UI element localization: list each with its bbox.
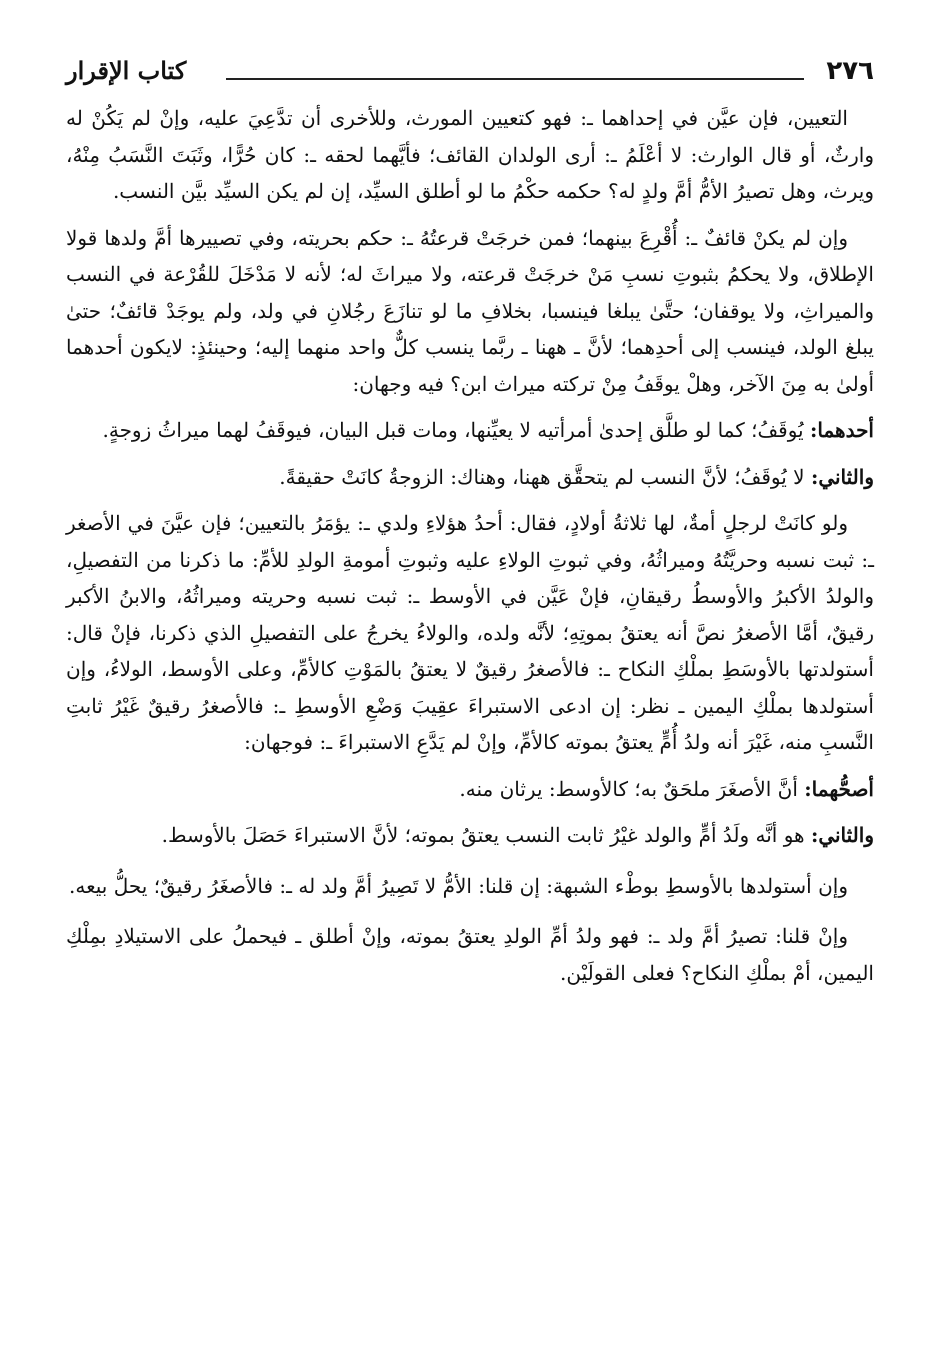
paragraph-text: لا يُوقَفُ؛ لأنَّ النسب لم يتحقَّق ههنا، وهناك: الزوجةُ كانَتْ حقيقةً. [279,464,811,489]
paragraph [66,412,874,449]
paragraph-text: وإن أستولدها بالأوسطِ بوطْء الشبهة: إن قلنا: الأمُّ لا تَصِيرُ أمَّ ولد له ـ: فالأصغَرُ رقيقٌ؛ يحلُّ بيعه. [69,873,848,898]
book-title: كتاب الإقرار [66,56,187,85]
paragraph-label: أصحُّهما: [804,776,874,801]
paragraph-text: وإنْ قلنا: تصيرُ أمَّ ولد ـ: فهو ولدُ أمِّ الولدِ يعتقُ بموته، وإنْ أطلق ـ فيحملُ على الاستيلادِ بمِلْكِ اليمين، أمْ بملْكِ النكاح؟ فعلى القولَيْن. [66,924,874,985]
paragraph-label: أحدهما: [809,418,874,442]
paragraph-text: يُوقَفُ؛ كما لو طلَّق إحدىٰ أمرأتيه لا يعيِّنها، ومات قبل البيان، فيوقَفُ لهما ميراثُ زوجةٍ. [102,418,810,442]
paragraph-label: والثاني: [810,823,874,847]
paragraph [66,459,874,496]
paragraph [66,505,874,761]
paragraph [66,220,874,403]
paragraph-text: هو أنَّه ولَدُ أمٍّ والولد غيْرُ ثابت النسب يعتقُ بموته؛ لأنَّ الاستبراءَ حَصَلَ بالأوسط. [161,823,811,847]
paragraph-text: التعيين، فإن عيَّن في إحداهما ـ: فهو كتعيين المورث، وللأخرى أن تدَّعِيَ عليه، وإنْ لم يَكُنْ له وارثٌ، أو قال الوارث: لا أعْلَمُ ـ: أرى الولدان القائف؛ فأيَّهما لحقه ـ: كان حُرًّا، وثَبَتَ النَّسَبُ مِنْهُ، ويرث، وهل تصيرُ الأمُّ أمَّ ولدٍ له؟ حكمه حكْمُ ما لو أطلق السيِّد، إن لم يكن السيِّد بيَّن النسب. [66,106,874,203]
paragraph-text: ولو كانَتْ لرجلٍ أمةٌ، لها ثلاثةُ أولادٍ، فقال: أحدُ هؤلاءِ ولدي ـ: يؤمَرُ بالتعيين؛ فإن عيَّنَ في الأصغر ـ: ثبت نسبه وحريَّتُهُ وميراثُهُ، وفي ثبوتِ الولاءِ عليه وثبوتِ أمومةِ الولدِ للأمِّ: ما ذكرنا من التفصيلِ، والولدُ الأكبرُ والأوسطُ رقيقانِ، فإنْ عَيَّن في الأوسط ـ: ثبت نسبه وحريته وميراثُهُ، والابنُ الأكبر رقيقٌ، أمَّا الأصغرُ نصَّ أنه يعتقُ بموتِهِ؛ لأنَّه ولده، والولاءُ يخرجُ على التفصيلِ الذي ذكرنا، فإنْ قال: أستولدتها بالأوسَطِ بملْكِ النكاح ـ: فالأصغرُ رقيقٌ لا يعتقُ بالمَوْتِ كالأمِّ، وعلى الأوسط، الولاءُ، وإن أستولدها بملْكِ اليمين ـ نظر: إن ادعى الاستبراءَ عقِيبَ وَضْعِ الأوسطِ ـ: فالأصغرُ رقيقٌ غَيْرُ ثابتِ النَّسبِ منه، غَيْرَ أنه ولدُ أُمٍّ يعتقُ بموته كالأمِّ، وإنْ لم يَدَّعِ الاستبراءَ ـ: فوجهان: [66,511,874,754]
paragraph-label: والثاني: [810,464,874,489]
page-number: ٢٧٦ [826,56,874,86]
paragraph-text: أنَّ الأصغَرَ ملحَقٌ به؛ كالأوسط: يرثان منه. [459,776,805,801]
paragraph [66,918,874,991]
header-rule [226,78,804,80]
paragraph [66,771,874,808]
paragraph [66,817,874,854]
paragraph-text: وإن لم يكنْ قائفٌ ـ: أُقْرِعَ بينهما؛ فمن خرجَتْ قرعتُهُ ـ: حكم بحريته، وفي تصييرها أمَّ ولدها قولا الإطلاق، ولا يحكمُ بثبوتِ نسبِ مَنْ خرجَتْ قرعته، ولا ميراثَ له؛ لأنه لا مَدْخَلَ للقُرْعة في النسب والميراثِ، ولا يوقفان؛ حتَّىٰ يبلغا فينسبا، بخلافِ ما لو تنازَعَ رجُلانِ في ولد، ولم يوجَدْ قائفٌ؛ حتىٰ يبلغ الولد، فينسب إلى أحدِهما؛ لأنَّ ـ ههنا ـ ربَّما ينسب كلٌّ واحد منهما إليه؛ وحينئذٍ: لايكون أحدهما أولىٰ به مِنَ الآخر، وهلْ يوقَفُ مِنْ تركته ميراث ابن؟ فيه وجهان: [66,225,874,396]
page-header [66,56,874,100]
paragraph [66,100,874,210]
paragraph [66,868,874,905]
page-body [66,100,874,991]
